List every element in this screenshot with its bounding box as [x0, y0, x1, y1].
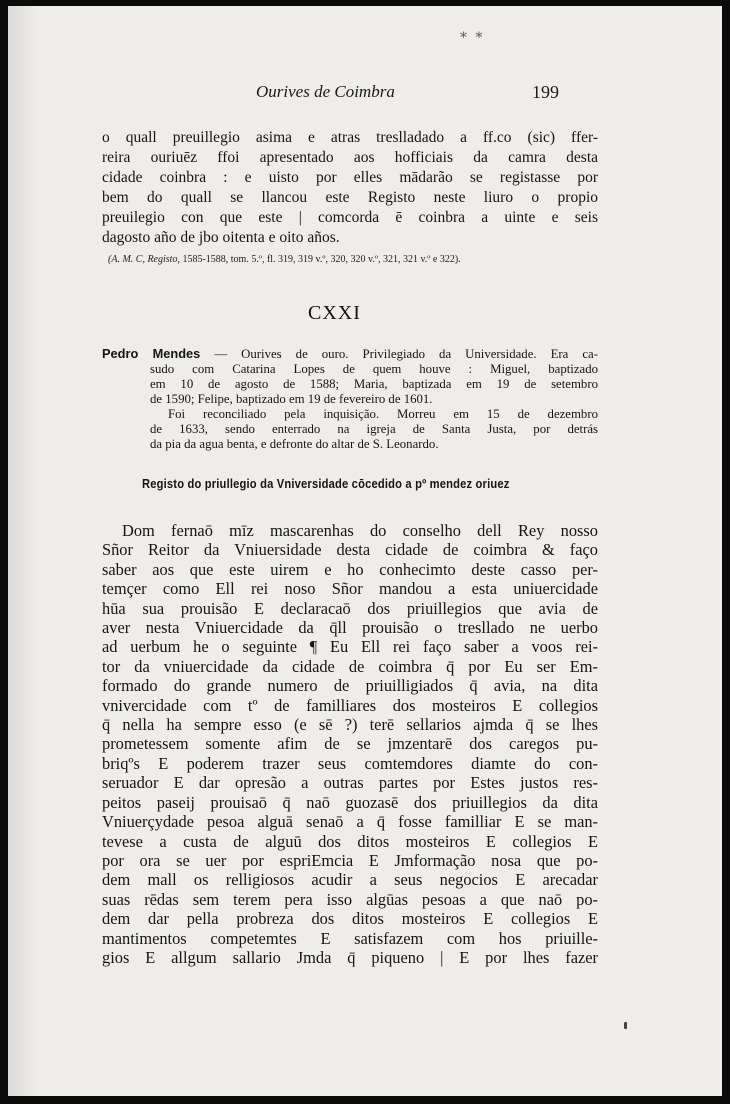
entry-line: de 1633, sendo enterrado na igreja de Santa Justa, por detrás: [150, 422, 598, 436]
source-citation: [108, 253, 604, 267]
entry-line: sudo com Catarina Lopes de quem houve : Miguel, baptizado: [150, 362, 598, 376]
body-line: vnivercidade com tº de familliares dos mosteiros E collegios: [102, 695, 598, 715]
body-line: seruador E dar opresão a outras partes por Estes justos res-: [102, 773, 598, 793]
body-line: saber aos que este uirem e ho conhecimto deste casso per-: [102, 559, 598, 579]
document-number: CXXI: [308, 302, 361, 324]
quote-line: cidade coinbra : e uisto por elles mādarão se registasse por: [102, 169, 598, 186]
biographical-entry: [102, 346, 598, 452]
body-line: formado do grande numero de priuilligiados q̄ avia, na dita: [102, 676, 598, 696]
body-line: mantimentos competemtes E satisfazem com hos priuille-: [102, 928, 598, 948]
page-mark: * *: [460, 30, 485, 46]
body-line: ad uerbum he o seguinte ¶ Eu Ell rei faço saber a voos rei-: [102, 637, 598, 657]
quote-line: reira ouriuēz ffoi apresentado aos hofficiais da camra desta: [102, 149, 598, 166]
entry-line: em 10 de agosto de 1588; Maria, baptizada em 19 de setembro: [150, 377, 598, 391]
document-body: [102, 521, 598, 967]
entry-name: Pedro Mendes: [102, 346, 201, 361]
quoted-register-text: [102, 128, 598, 248]
body-line: briqºs E poderem trazer seus comtemdores diamte do con-: [102, 753, 598, 773]
section-heading: Registo do priullegio da Vniversidade cōcedido a pº mendez oriuez: [142, 476, 510, 491]
citation-rest: , 1585-1588, tom. 5.º, fl. 319, 319 v.º, 320, 320 v.º, 321, 321 v.º e 322).: [177, 254, 461, 265]
citation-prefix: (A. M. C,: [108, 254, 148, 265]
pin-mark: [624, 1022, 627, 1029]
running-title: Ourives de Coimbra: [256, 82, 395, 101]
quote-line: preuilegio con que este | comcorda ē coinbra a uinte e seis: [102, 209, 598, 226]
body-line: Dom fernaō mīz mascarenhas do conselho dell Rey nosso: [122, 521, 598, 540]
body-line: Vniuerçydade pesoa alguā senaō a q̄ fosse familliar E se man-: [102, 812, 598, 832]
entry-text: — Ourives de ouro. Privilegiado da Universidade. Era ca-: [200, 347, 598, 361]
body-line: suas rēdas sem terem pera isso algūas pesoas a que naō po-: [102, 889, 598, 909]
citation-register: Registo: [147, 254, 178, 265]
body-line: tevese a custa de alguū dos ditos mosteiros E collegios E: [102, 831, 598, 851]
body-line: tor da vniuercidade da cidade de coimbra q̄ por Eu ser Em-: [102, 656, 598, 676]
quote-line: dagosto año de jbo oitenta e oito años.: [102, 229, 340, 246]
body-line: prometessem somente afim de se jmzentarē dos caregos pu-: [102, 734, 598, 754]
body-line: Sñor Reitor da Vniuersidade desta cidade de coimbra & faço: [102, 540, 598, 560]
body-line: dem mall os relligiosos acudir a seus negocios E arecadar: [102, 870, 598, 890]
body-line: q̄ nella ha sempre esso (e sē ?) terē sellarios ajmda q̄ se lhes: [102, 715, 598, 735]
entry-line: [102, 346, 598, 362]
entry-line: Foi reconciliado pela inquisição. Morreu em 15 de dezembro: [168, 407, 598, 421]
body-line: dem dar pella probreza dos ditos mosteiros E collegios E: [102, 909, 598, 929]
scanned-page: [8, 6, 722, 1096]
body-line: aver nesta Vniuercidade da q̄ll prouisão o tresllado ne uerbo: [102, 618, 598, 638]
page-number: 199: [532, 82, 559, 102]
body-line: por ora se uer por espriEmcia E Jmformação nosa que po-: [102, 850, 598, 870]
body-line: hūa sua prouisão E declaracaō dos priuillegios que avia de: [102, 598, 598, 618]
quote-line: bem do quall se llancou este Registo neste liuro o propio: [102, 189, 598, 206]
body-line: peitos paseij prouisaō q̄ naō guozasē dos priuillegios da dita: [102, 792, 598, 812]
page-fold-shadow: [8, 6, 38, 1096]
entry-line: da pia da agua benta, e defronte do altar de S. Leonardo.: [150, 437, 439, 451]
body-line: gios E allgum sallario Jmda q̄ piqueno | E por lhes fazer: [102, 947, 598, 967]
entry-line: de 1590; Felipe, baptizado em 19 de fevereiro de 1601.: [150, 392, 433, 406]
quote-line: o quall preuillegio asima e atras treslladado a ff.co (sic) ffer-: [102, 129, 598, 146]
body-line: temçer como Ell rei noso Sñor mandou a esta uniuercidade: [102, 579, 598, 599]
